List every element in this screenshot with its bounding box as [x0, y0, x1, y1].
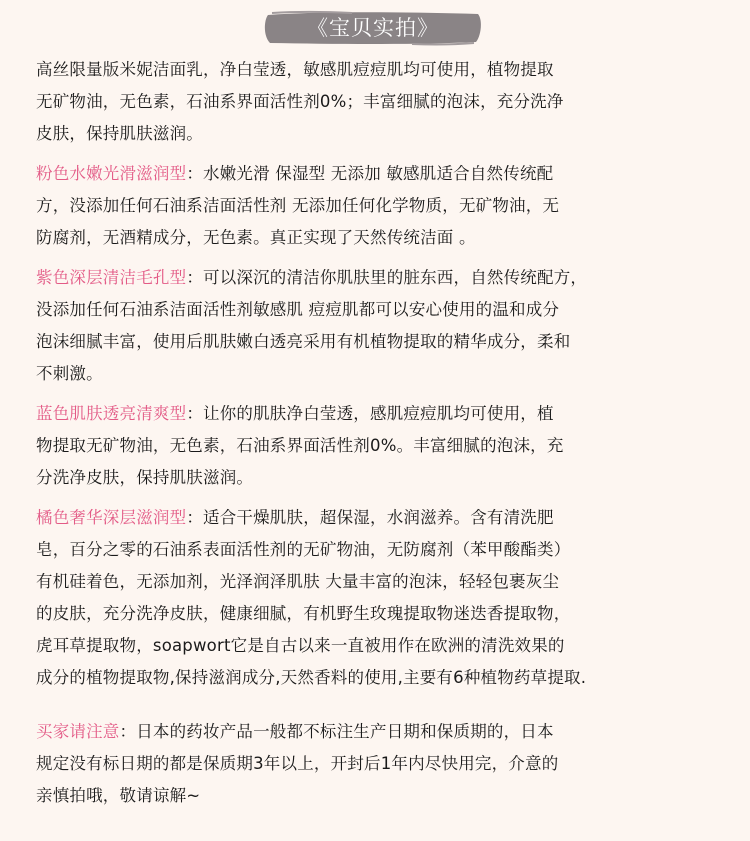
product-desc-line: 有机硅着色，无添加剂，光泽润泽肌肤 大量丰富的泡沫，轻轻包裹灰尘	[36, 572, 560, 591]
product-desc-line: ：水嫩光滑 保湿型 无添加 敏感肌适合自然传统配	[186, 164, 554, 183]
product-label-orange: 橘色奢华深层滋润型	[36, 508, 187, 527]
notice-line: 亲慎拍哦，敬请谅解~	[36, 786, 201, 805]
product-desc-line: 皂，百分之零的石油系表面活性剂的无矿物油，无防腐剂（苯甲酸酯类）	[36, 540, 571, 559]
product-desc-line: 成分的植物提取物,保持滋润成分,天然香料的使用,主要有6种植物药草提取.	[36, 668, 587, 687]
product-label-pink: 粉色水嫩光滑滋润型	[36, 164, 187, 183]
product-label-purple: 紫色深层清洁毛孔型	[36, 268, 187, 287]
intro-line: 皮肤，保持肌肤滋润。	[36, 124, 203, 143]
notice-line: ：日本的药妆产品一般都不标注生产日期和保质期的，日本	[119, 722, 554, 741]
intro-line: 高丝限量版米妮洁面乳，净白莹透，敏感肌痘痘肌均可使用，植物提取	[36, 60, 554, 79]
product-desc-line: ：适合干燥肌肤，超保湿，水润滋养。含有清洗肥	[186, 508, 554, 527]
product-desc-line: 泡沫细腻丰富，使用后肌肤嫩白透亮采用有机植物提取的精华成分，柔和	[36, 332, 571, 351]
section-banner	[262, 10, 484, 46]
product-pink	[36, 158, 736, 254]
product-orange	[36, 502, 736, 694]
product-desc-line: ：可以深沉的清洁你肌肤里的脏东西，自然传统配方，	[186, 268, 588, 287]
product-desc-line: 的皮肤，充分洗净皮肤，健康细腻，有机野生玫瑰提取物迷迭香提取物，	[36, 604, 571, 623]
intro-line: 无矿物油，无色素，石油系界面活性剂0%；丰富细腻的泡沫，充分洗净	[36, 92, 564, 111]
product-desc-line: 防腐剂，无酒精成分，无色素。真正实现了天然传统洁面 。	[36, 228, 476, 247]
product-desc-line: 物提取无矿物油，无色素，石油系界面活性剂0%。丰富细腻的泡沫，充	[36, 436, 564, 455]
product-desc-line: 不刺激。	[36, 364, 103, 383]
product-desc-line: ：让你的肌肤净白莹透，感肌痘痘肌均可使用，植	[186, 404, 554, 423]
intro-paragraph	[36, 54, 736, 150]
product-desc-line: 分洗净皮肤，保持肌肤滋润。	[36, 468, 254, 487]
notice-label: 买家请注意	[36, 722, 120, 741]
product-desc-line: 虎耳草提取物，soapwort它是自古以来一直被用作在欧洲的清洗效果的	[36, 636, 565, 655]
product-description	[36, 54, 736, 812]
buyer-notice	[36, 716, 736, 812]
product-label-blue: 蓝色肌肤透亮清爽型	[36, 404, 187, 423]
product-purple	[36, 262, 736, 390]
product-desc-line: 方，没添加任何石油系洁面活性剂 无添加任何化学物质，无矿物油，无	[36, 196, 560, 215]
notice-line: 规定没有标日期的都是保质期3年以上，开封后1年内尽快用完，介意的	[36, 754, 559, 773]
product-blue	[36, 398, 736, 494]
product-desc-line: 没添加任何石油系洁面活性剂敏感肌 痘痘肌都可以安心使用的温和成分	[36, 300, 560, 319]
banner-title: 《宝贝实拍》	[307, 16, 439, 40]
